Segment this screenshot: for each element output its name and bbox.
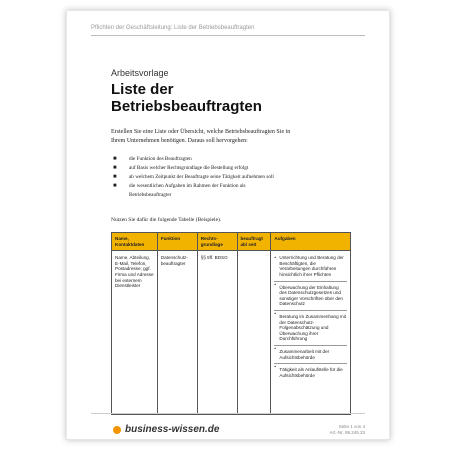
footer-meta <box>329 424 365 436</box>
cell-function: Datenschutz-beauftragter <box>157 251 197 415</box>
column-header-tasks: Aufgaben <box>271 233 351 251</box>
list-item-text: ab welchem Zeitpunkt der Beauftragte seine Tätigkeit aufnehmen soll <box>129 174 274 180</box>
task-item: • Tätigkeit als Anlaufstelle für die Aufsichtsbehörde <box>274 363 347 378</box>
page-number: Seite 1 von 4 <box>338 424 365 429</box>
list-item <box>111 164 351 173</box>
task-item: • Unterrichtung und Beratung der Beschäftigten, die Verarbeitungen durchführen hinsichtlich ihrer Pflichten <box>274 255 347 277</box>
bullet-icon: ■ <box>113 174 117 180</box>
task-item: • Beratung im Zusammenhang mit der Datenschutz-Folgenabschätzung und Überwachung ihrer Durchführung <box>274 310 347 342</box>
task-item: • Zusammenarbeit mit der Aufsichtsbehörde <box>274 345 347 360</box>
brand-dot-icon <box>113 426 121 434</box>
header-divider <box>91 35 365 36</box>
appointees-table <box>111 232 351 415</box>
bullet-icon: ■ <box>113 183 117 189</box>
list-item-text: die wesentlichen Aufgaben im Rahmen der Funktion als Betriebsbeauftragter <box>129 183 246 198</box>
title-line-2: Betriebsbeauftragten <box>111 98 262 115</box>
column-header-legal: Rechts-grundlage <box>197 233 237 251</box>
list-item-text: die Funktion des Beauftragten <box>129 156 192 162</box>
task-item: • Überwachung der Einhaltung des Datenschutzgesetzes und sonstiger Vorschriften über den Datenschutz <box>274 281 347 307</box>
brand-logo <box>113 424 219 435</box>
cell-since <box>237 251 271 415</box>
list-item <box>111 173 351 182</box>
document-kicker: Arbeitsvorlage <box>111 68 169 78</box>
intro-line-2: Ihrem Unternehmen benötigen. Daraus soll hervorgehen: <box>111 138 248 144</box>
running-header: Pflichten der Geschäftsleitung: Liste der Betriebsbeauftragten <box>91 25 255 31</box>
intro-paragraph <box>111 128 351 146</box>
bullet-icon: ■ <box>113 156 117 162</box>
title-line-1: Liste der <box>111 81 174 98</box>
bullet-icon: ■ <box>113 165 117 171</box>
brand-name: business-wissen.de <box>125 424 220 435</box>
document-page <box>66 10 390 440</box>
document-title <box>111 81 351 115</box>
intro-line-1: Erstellen Sie eine Liste oder Übersicht, welche Betriebsbeauftragten Sie in <box>111 129 291 135</box>
table-intro: Nutzen Sie dafür die folgende Tabelle (Beispiele). <box>111 217 222 223</box>
table-row <box>112 251 351 415</box>
list-item-text: auf Basis welcher Rechtsgrundlage die Bestellung erfolgt <box>129 165 249 171</box>
column-header-since: beauftragt ab/ seit <box>237 233 271 251</box>
requirements-list <box>111 155 351 200</box>
list-item <box>111 182 351 200</box>
article-number: Art.-Nr. 99.245.33 <box>329 430 365 435</box>
cell-name: Name, Abteilung, E-Mail, Telefon, Postadresse; ggf. Firma und Adresse bei externem Dienstleister <box>112 251 158 415</box>
table-header-row <box>112 233 351 251</box>
column-header-function: Funktion <box>157 233 197 251</box>
column-header-name: Name, Kontaktdaten <box>112 233 158 251</box>
list-item <box>111 155 351 164</box>
footer-divider <box>91 413 365 414</box>
cell-legal: §§ 5ff. BDSG <box>197 251 237 415</box>
task-list <box>274 255 347 378</box>
cell-tasks <box>271 251 351 415</box>
